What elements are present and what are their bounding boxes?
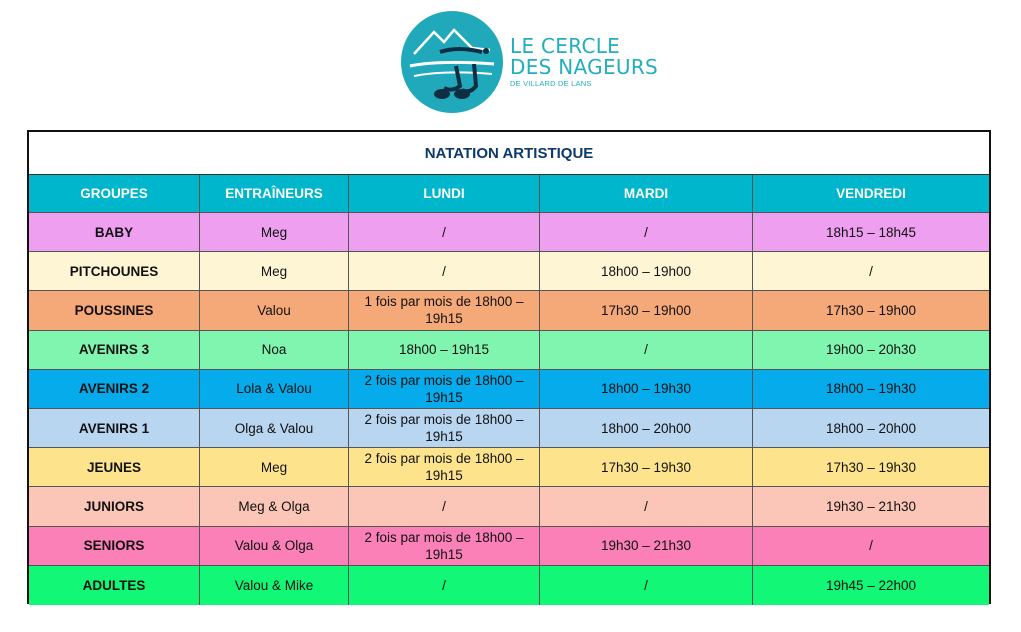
group-cell: AVENIRS 1 xyxy=(29,409,200,447)
mardi-cell: / xyxy=(540,566,753,605)
mardi-cell: 18h00 – 20h00 xyxy=(540,409,753,447)
coach-cell: Meg xyxy=(200,448,349,486)
table-row xyxy=(29,448,989,487)
schedule-table xyxy=(27,130,991,604)
table-row xyxy=(29,252,989,291)
vendredi-cell: / xyxy=(869,263,873,279)
table-row xyxy=(29,527,989,566)
vendredi-cell: 19h00 – 20h30 xyxy=(825,342,917,358)
table-row xyxy=(29,409,989,448)
group-cell: AVENIRS 3 xyxy=(29,331,200,369)
header-vendredi: VENDREDI xyxy=(836,186,906,201)
logo-line-2: DES NAGEURS xyxy=(510,55,659,79)
vendredi-cell: 17h30 – 19h00 xyxy=(825,302,917,318)
table-header-row xyxy=(29,175,989,213)
swimmer-logo-icon xyxy=(400,10,504,114)
group-cell: AVENIRS 2 xyxy=(29,370,200,408)
table-row xyxy=(29,331,989,370)
group-cell: BABY xyxy=(29,213,200,251)
coach-cell: Valou & Mike xyxy=(200,566,349,605)
mardi-cell: 17h30 – 19h00 xyxy=(540,291,753,329)
header-groupes: GROUPES xyxy=(29,175,200,212)
coach-cell: Meg xyxy=(200,213,349,251)
table-body xyxy=(29,213,989,605)
vendredi-cell: 19h30 – 21h30 xyxy=(825,498,917,514)
mardi-cell: / xyxy=(540,213,753,251)
lundi-cell: / xyxy=(349,566,540,605)
coach-cell: Noa xyxy=(200,331,349,369)
mardi-cell: / xyxy=(540,487,753,525)
club-logo xyxy=(400,10,659,120)
header-mardi: MARDI xyxy=(540,175,753,212)
lundi-cell: 18h00 – 19h15 xyxy=(349,331,540,369)
lundi-cell: / xyxy=(349,487,540,525)
coach-cell: Meg & Olga xyxy=(200,487,349,525)
group-cell: ADULTES xyxy=(29,566,200,605)
lundi-cell: / xyxy=(349,213,540,251)
table-row xyxy=(29,566,989,605)
lundi-cell: 2 fois par mois de 18h00 – 19h15 xyxy=(349,409,540,447)
group-cell: SENIORS xyxy=(29,527,200,565)
coach-cell: Olga & Valou xyxy=(200,409,349,447)
lundi-cell: 1 fois par mois de 18h00 – 19h15 xyxy=(349,291,540,329)
group-cell: PITCHOUNES xyxy=(29,252,200,290)
table-title: NATATION ARTISTIQUE xyxy=(29,132,989,175)
mardi-cell: 19h30 – 21h30 xyxy=(540,527,753,565)
group-cell: POUSSINES xyxy=(29,291,200,329)
logo-line-1: LE CERCLE xyxy=(510,34,621,58)
mardi-cell: 18h00 – 19h00 xyxy=(540,252,753,290)
logo-text xyxy=(510,36,658,88)
coach-cell: Valou & Olga xyxy=(200,527,349,565)
mardi-cell: / xyxy=(540,331,753,369)
vendredi-cell: 18h15 – 18h45 xyxy=(825,224,917,240)
table-row xyxy=(29,213,989,252)
vendredi-cell: 19h45 – 22h00 xyxy=(825,577,917,593)
mardi-cell: 18h00 – 19h30 xyxy=(540,370,753,408)
coach-cell: Meg xyxy=(200,252,349,290)
vendredi-cell: 18h00 – 19h30 xyxy=(825,381,917,397)
lundi-cell: 2 fois par mois de 18h00 – 19h15 xyxy=(349,527,540,565)
logo-line-3: DE VILLARD DE LANS xyxy=(510,79,592,88)
coach-cell: Valou xyxy=(200,291,349,329)
coach-cell: Lola & Valou xyxy=(200,370,349,408)
vendredi-cell: / xyxy=(869,538,873,554)
table-row xyxy=(29,487,989,526)
mardi-cell: 17h30 – 19h30 xyxy=(540,448,753,486)
lundi-cell: 2 fois par mois de 18h00 – 19h15 xyxy=(349,448,540,486)
group-cell: JUNIORS xyxy=(29,487,200,525)
vendredi-cell: 17h30 – 19h30 xyxy=(825,459,917,475)
vendredi-cell: 18h00 – 20h00 xyxy=(825,420,917,436)
table-row xyxy=(29,370,989,409)
group-cell: JEUNES xyxy=(29,448,200,486)
header-lundi: LUNDI xyxy=(349,175,540,212)
lundi-cell: 2 fois par mois de 18h00 – 19h15 xyxy=(349,370,540,408)
table-row xyxy=(29,291,989,330)
lundi-cell: / xyxy=(349,252,540,290)
header-entraineurs: ENTRAÎNEURS xyxy=(200,175,349,212)
